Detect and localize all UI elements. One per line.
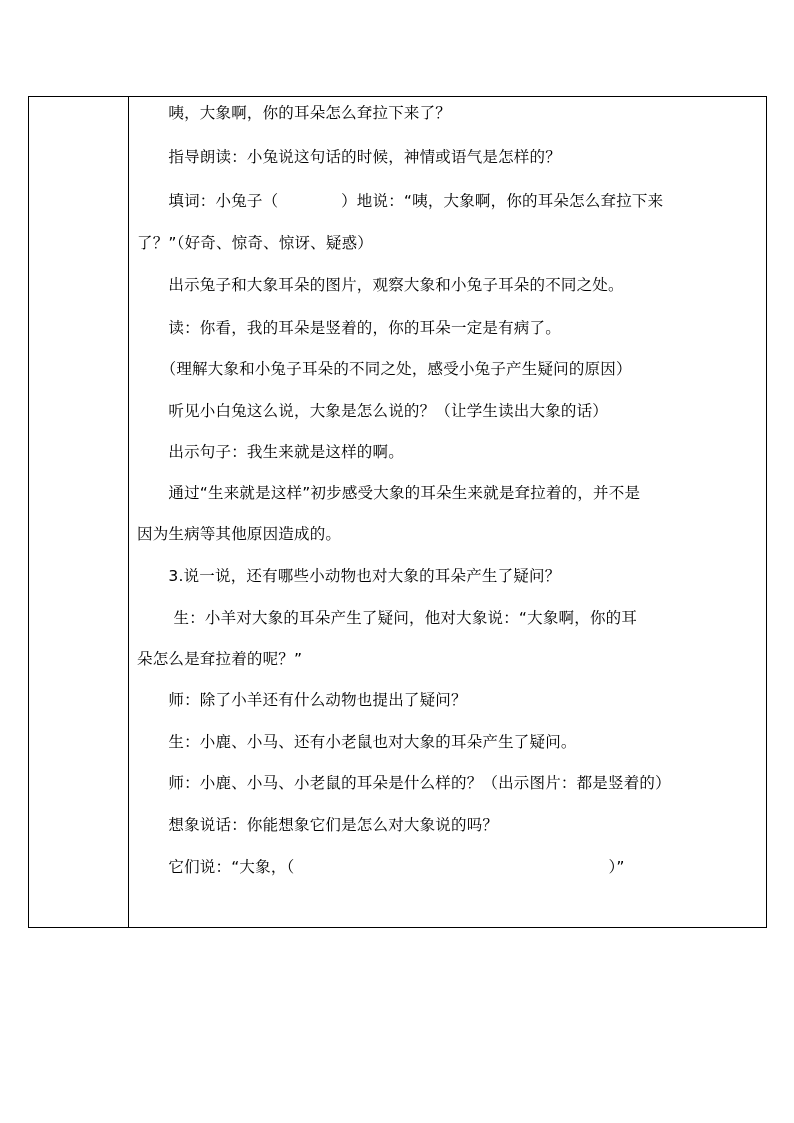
paragraph-line: 它们说：“大象，（ ）” [137,858,625,876]
paragraph-line: （理解大象和小兔子耳朵的不同之处，感受小兔子产生疑问的原因） [137,360,632,378]
paragraph-line: 3.说一说，还有哪些小动物也对大象的耳朵产生了疑问？ [137,567,561,585]
paragraph-line: 生：小鹿、小马、还有小老鼠也对大象的耳朵产生了疑问。 [137,733,577,751]
paragraph-line: 生：小羊对大象的耳朵产生了疑问，他对大象说：“大象啊，你的耳 [137,609,638,627]
paragraph-line: 师：除了小羊还有什么动物也提出了疑问？ [137,691,467,709]
document-table [28,96,767,928]
paragraph-line: 出示兔子和大象耳朵的图片，观察大象和小兔子耳朵的不同之处。 [137,276,624,294]
paragraph-line: 了？”（好奇、惊奇、惊讶、疑惑） [137,234,373,252]
paragraph-line: 指导朗读：小兔说这句话的时候，神情或语气是怎样的？ [137,148,561,166]
table-column-divider [128,96,129,928]
paragraph-line: 咦，大象啊，你的耳朵怎么耷拉下来了？ [137,104,452,122]
paragraph-line: 听见小白兔这么说，大象是怎么说的？（让学生读出大象的话） [137,402,609,420]
paragraph-line: 想象说话：你能想象它们是怎么对大象说的吗？ [137,816,499,834]
paragraph-line: 出示句子：我生来就是这样的啊。 [137,443,404,461]
paragraph-line: 通过“生来就是这样”初步感受大象的耳朵生来就是耷拉着的，并不是 [137,484,641,502]
paragraph-line: 填词：小兔子（ ）地说：“咦，大象啊，你的耳朵怎么耷拉下来 [137,192,664,210]
paragraph-line: 师：小鹿、小马、小老鼠的耳朵是什么样的？（出示图片：都是竖着的） [137,774,671,792]
paragraph-line: 读：你看，我的耳朵是竖着的，你的耳朵一定是有病了。 [137,319,561,337]
paragraph-line: 因为生病等其他原因造成的。 [137,525,342,543]
paragraph-line: 朵怎么是耷拉着的呢？” [137,650,303,668]
